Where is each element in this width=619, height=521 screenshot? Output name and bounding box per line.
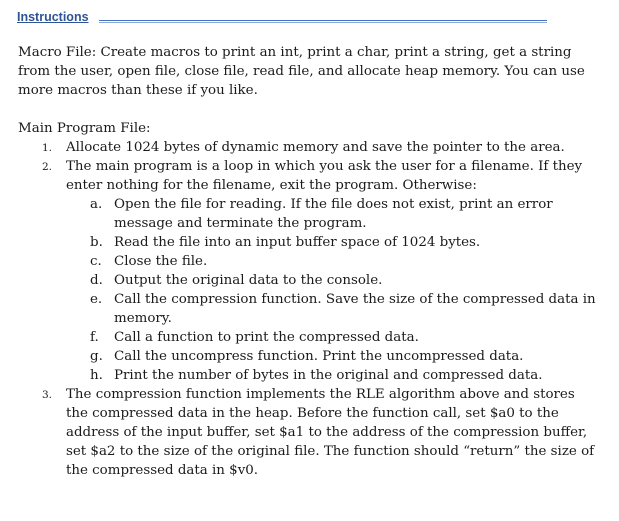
sub-item-h xyxy=(18,366,598,385)
list-item-text: The main program is a loop in which you ask the user for a filename. If they enter nothing for the filename, exit the program. Otherwise: xyxy=(66,159,583,193)
sub-item-text: Close the file. xyxy=(114,254,208,269)
sub-item-text: Read the file into an input buffer space of 1024 bytes. xyxy=(114,235,481,250)
sub-list-letter: g. xyxy=(90,349,103,364)
heading-block xyxy=(17,6,547,26)
sub-item-text: Open the file for reading. If the file does not exist, print an error message and terminate the program. xyxy=(114,197,553,231)
list-number: 3. xyxy=(42,389,53,401)
sub-item-a xyxy=(18,195,598,233)
sub-list-letter: e. xyxy=(90,292,103,307)
list-item-2 xyxy=(18,157,598,195)
document-body xyxy=(18,43,598,480)
list-item-text: The compression function implements the RLE algorithm above and stores the compressed data in the heap. Before the function call, set $a0 to the address of the input buffer, set $a1 to the address of the compression buffer, set $a2 to the size of the original file. The function should “return” the size of the compressed data in $v0. xyxy=(66,387,595,478)
sub-list-letter: d. xyxy=(90,273,103,288)
sub-list-letter: c. xyxy=(90,254,102,269)
list-item-text: Allocate 1024 bytes of dynamic memory and save the pointer to the area. xyxy=(66,140,565,155)
sub-item-text: Output the original data to the console. xyxy=(114,273,383,288)
sub-item-b xyxy=(18,233,598,252)
macro-paragraph: Macro File: Create macros to print an int, print a char, print a string, get a string from the user, open file, close file, read file, and allocate heap memory. You can use more macros than these if you like. xyxy=(18,45,585,98)
list-item-3 xyxy=(18,385,598,480)
sub-list-letter: a. xyxy=(90,197,103,212)
sub-item-text: Call a function to print the compressed data. xyxy=(114,330,419,345)
list-number: 2. xyxy=(42,161,53,173)
sub-item-text: Print the number of bytes in the original and compressed data. xyxy=(114,368,543,383)
sub-item-c xyxy=(18,252,598,271)
sub-item-g xyxy=(18,347,598,366)
sub-list-letter: f. xyxy=(90,330,99,345)
sub-item-text: Call the compression function. Save the size of the compressed data in memory. xyxy=(114,292,596,326)
list-item-1 xyxy=(18,138,598,157)
sub-item-e xyxy=(18,290,598,328)
sub-list-letter: h. xyxy=(90,368,103,383)
page-heading: Instructions xyxy=(17,10,89,24)
list-number: 1. xyxy=(42,142,53,154)
sub-item-text: Call the uncompress function. Print the uncompressed data. xyxy=(114,349,524,364)
sub-list-letter: b. xyxy=(90,235,103,250)
heading-rule xyxy=(99,20,547,23)
sub-item-d xyxy=(18,271,598,290)
main-program-label: Main Program File: xyxy=(18,121,151,136)
sub-item-f xyxy=(18,328,598,347)
